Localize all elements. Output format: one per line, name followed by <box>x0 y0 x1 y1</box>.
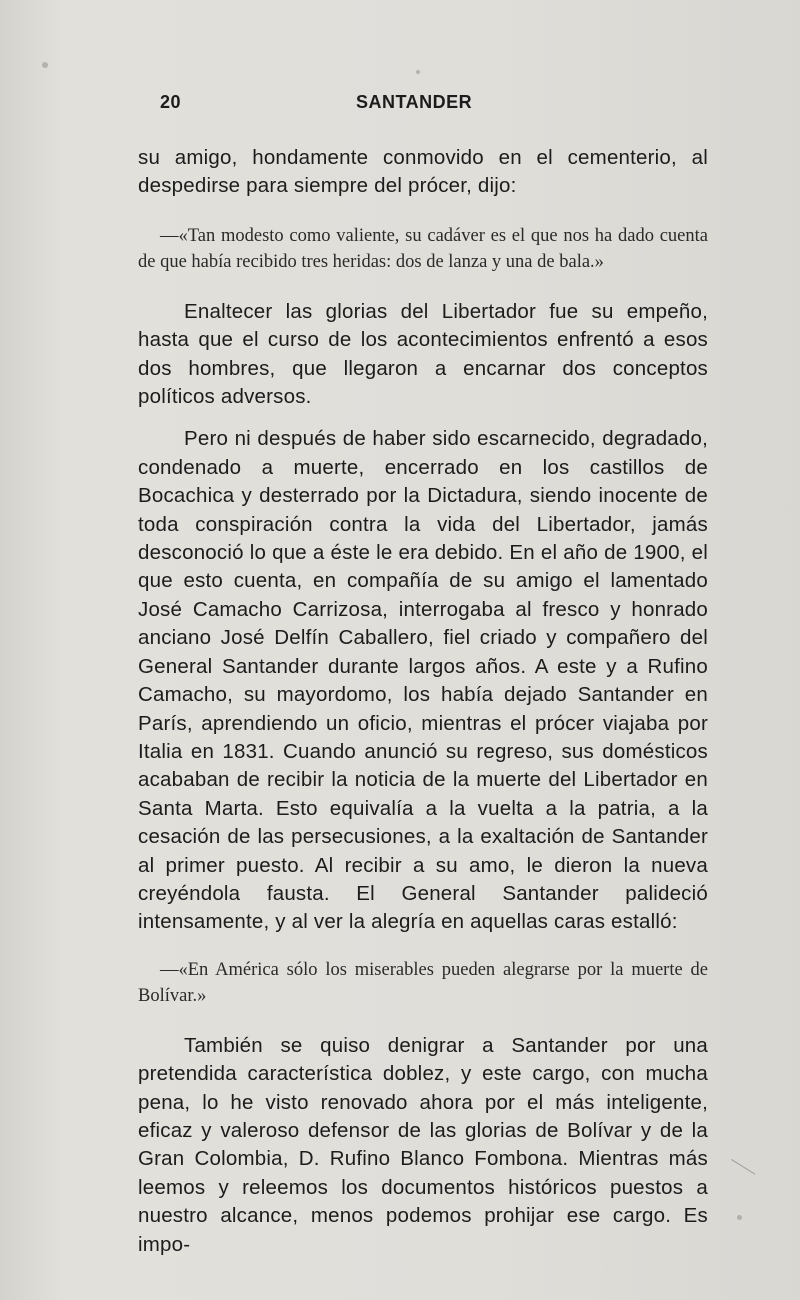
body-text <box>138 144 708 1259</box>
paragraph: También se quiso denigrar a Santander por una pretendida característica doblez, y este cargo, con mucha pena, lo he visto renovado ahora por el más inteligente, eficaz y valeroso defensor de las glorias de Bolívar y de la Gran Colombia, D. Rufino Blanco Fombona. Mientras más leemos y releemos los documentos históricos puestos a nuestro alcance, menos podemos prohijar ese cargo. Es impo- <box>138 1033 708 1256</box>
paragraph: Enaltecer las glorias del Libertador fue su empeño, hasta que el curso de los acontecimientos enfrentó a esos dos hombres, que llegaron a encarnar dos conceptos políticos adversos. <box>138 299 708 409</box>
paragraph: Pero ni después de haber sido escarnecido, degradado, condenado a muerte, encerrado en los castillos de Bocachica y desterrado por la Dictadura, siendo inocente de toda conspiración contra la vida del Libertador, jamás desconoció lo que a éste le era debido. En el año de 1900, el que esto cuenta, en compañía de su amigo el lamentado José Camacho Carrizosa, interrogaba al fresco y honrado anciano José Delfín Caballero, fiel criado y compañero del General Santander durante largos años. A este y a Rufino Camacho, su mayordomo, los había dejado Santander en París, aprendiendo un oficio, mientras el prócer viajaba por Italia en 1831. Cuando anunció su regreso, sus domésticos acababan de recibir la noticia de la muerte del Libertador en Santa Marta. Esto equivalía a la vuelta a la patria, a la cesación de las persecusiones, a la exaltación de Santander al primer puesto. Al recibir a su amo, le dieron la nueva creyéndola fausta. El General Santander palideció intensamente, y al ver la alegría en aquellas caras estalló: <box>138 427 708 934</box>
paper-speck <box>42 62 48 68</box>
quotation: —«En América sólo los miserables pueden alegrarse por la muerte de Bolívar.» <box>138 959 708 1007</box>
running-head: SANTANDER <box>356 92 473 112</box>
paper-speck <box>737 1215 742 1220</box>
quotation: —«Tan modesto como valiente, su cadáver es el que nos ha dado cuenta de que había recibido tres heridas: dos de lanza y una de bala.» <box>138 225 708 273</box>
page-number: 20 <box>160 92 182 112</box>
paper-speck <box>416 70 420 74</box>
page-edge-mark <box>731 1140 767 1174</box>
paragraph: su amigo, hondamente conmovido en el cementerio, al despedirse para siempre del prócer, dijo: <box>138 146 708 198</box>
page-header <box>160 92 710 122</box>
